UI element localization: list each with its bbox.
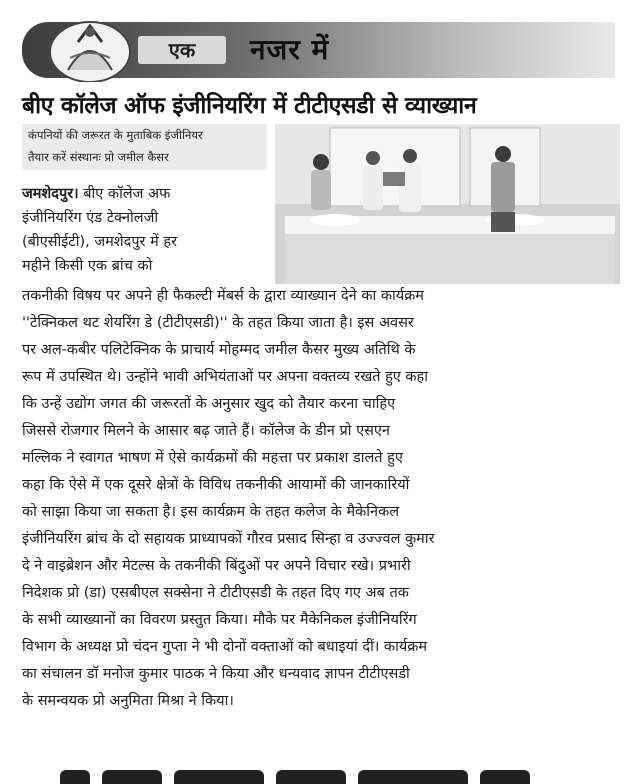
article-line: कि उन्हें उद्योग जगत की जरूरतों के अनुसार खुद को तैयार करना चाहिए — [22, 396, 396, 412]
caption-line: तैयार करें संस्थानः प्रो जमील कैसर — [28, 150, 169, 164]
article-line: मल्लिक ने स्वागत भाषण में ऐसे कार्यक्रमों की महत्ता पर प्रकाश डालते हुए — [22, 450, 403, 466]
article-line: का संचालन डॉ मनोज कुमार पाठक ने किया और धन्यवाद ज्ञापन टीटीएसडी — [22, 666, 410, 682]
article-line: इंजीनियरिंग एंड टेक्नोलजी — [22, 210, 159, 226]
article-headline: बीए कॉलेज ऑफ इंजीनियरिंग में टीटीएसडी से व्याख्यान — [22, 93, 477, 119]
article-line: कहा कि ऐसे में एक दूसरे क्षेत्रों के विविध तकनीकी आयामों की जानकारियों — [22, 477, 410, 493]
article-dateline: जमशेदपुर। — [22, 186, 79, 202]
article-line: (बीएसीईटी), जमशेदपुर में हर — [22, 234, 178, 250]
article-line: के समन्वयक प्रो अनुमिता मिश्रा ने किया। — [22, 693, 234, 709]
article-line: पर अल-कबीर पलिटेक्निक के प्राचार्य मोहम्मद जमील कैसर मुख्य अतिथि के — [22, 342, 416, 358]
event-photo — [275, 124, 620, 284]
caption-line: कंपनियों की जरूरत के मुताबिक इंजीनियर — [28, 128, 203, 142]
photo-caption — [22, 124, 267, 170]
article-line: इंजीनियरिंग ब्रांच के दो सहायक प्राध्यापकों गौरव प्रसाद सिन्हा व उज्ज्वल कुमार — [22, 531, 435, 547]
section-pill: एक — [138, 36, 226, 64]
section-title: नजर में — [250, 33, 330, 66]
article-line: दे ने वाइब्रेशन और मेटल्स के तकनीकी बिंदुओं पर अपने विचार रखे। प्रभारी — [22, 558, 411, 574]
article-text: बीए कॉलेज अफ — [78, 186, 171, 202]
next-headline-cutoff — [60, 770, 580, 784]
article-line-1 — [22, 183, 170, 203]
article-line: रूप में उपस्थित थे। उन्होंने भावी अभियंताओं पर अपना वक्तव्य रखते हुए कहा — [22, 369, 429, 385]
article-line: के सभी व्याख्यानों का विवरण प्रस्तुत किया। मौके पर मैकेनिकल इंजीनियरिंग — [22, 612, 417, 628]
article-line: को साझा किया जा सकता है। इस कार्यक्रम के तहत कलेज के मैकेनिकल — [22, 504, 400, 520]
article-line: तकनीकी विषय पर अपने ही फैकल्टी मेंबर्स के द्वारा व्याख्यान देने का कार्यक्रम — [22, 288, 424, 304]
article-line: जिससे रोजगार मिलने के आसार बढ़ जाते हैं। कॉलेज के डीन प्रो एसएन — [22, 423, 390, 439]
trophy-figure-icon — [48, 12, 132, 82]
article-line: ''टेक्निकल थट शेयरिंग डे (टीटीएसडी)'' के तहत किया जाता है। इस अवसर — [22, 315, 414, 331]
article-line: महीने किसी एक ब्रांच को — [22, 258, 153, 274]
article-line: निदेशक प्रो (डा) एसबीएल सक्सेना ने टीटीएसडी के तहत दिए गए अब तक — [22, 585, 409, 601]
article-line: विभाग के अध्यक्ष प्रो चंदन गुप्ता ने भी दोनों वक्ताओं को बधाइयां दीं। कार्यक्रम — [22, 639, 428, 655]
